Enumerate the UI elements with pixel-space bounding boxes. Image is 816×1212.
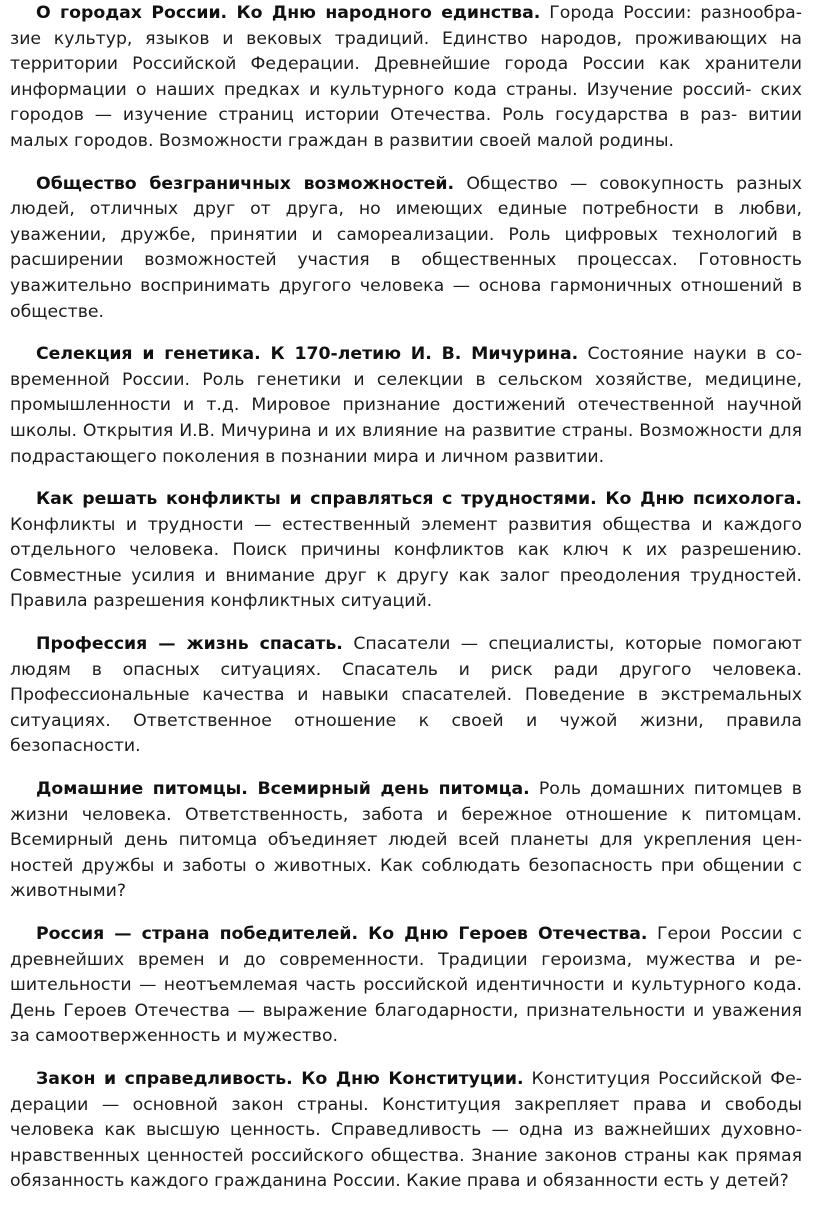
section-resolving-conflicts: [10, 487, 802, 615]
section-rescuer-profession: [10, 632, 802, 760]
section-title: Общество безграничных возможностей.: [36, 173, 455, 194]
section-country-of-winners: [10, 922, 802, 1050]
section-title: Профессия — жизнь спасать.: [36, 634, 343, 655]
section-text: Герои России с древнейших времен и до современности. Традиции героизма, мужества и решительности — неотъемлемая часть российской идентичности и культурного кода. День Героев Отечества — выражение благодарности, признательности и уважения за самоотверженность и мужество.: [10, 924, 802, 1047]
section-text: Конфликты и трудности — естественный элемент развития общества и каждого отдельного человека. Поиск причины конфликтов как ключ к их разрешению. Совместные усилия и внимание друг к другу как залог преодоления трудностей. Правила разрешения конфликтных ситуаций.: [10, 514, 802, 612]
section-text: Общество — совокупность разных людей, отличных друг от друга, но имеющих единые потребности в любви, уважении, дружбе, принятии и самореализации. Роль цифровых технологий в расширении возможностей участия в общественных процессах. Готовность уважительно воспринимать другого человека — основа гармоничных отношений в обществе.: [10, 173, 803, 322]
section-society-of-opportunities: [10, 172, 802, 326]
section-pets: [10, 777, 802, 905]
section-cities-of-russia: [10, 1, 802, 155]
section-law-and-justice: [10, 1067, 802, 1195]
section-title: Селекция и генетика. К 170-летию И. В. Мичурина.: [36, 344, 579, 365]
section-title: Как решать конфликты и справляться с трудностями. Ко Дню психолога.: [36, 489, 802, 510]
section-title: О городах России. Ко Дню народного единства.: [36, 3, 541, 23]
section-title: Закон и справедливость. Ко Дню Конституции.: [36, 1068, 524, 1089]
section-selection-and-genetics: [10, 342, 802, 470]
section-text: Роль домашних питомцев в жизни человека. Ответственность, забота и бережное отношение к питомцам. Всемирный день питомца объединяет людей всей планеты для укрепления ценностей дружбы и заботы о животных. Как соблюдать безопасность при общении с животными?: [10, 779, 802, 902]
section-title: Россия — страна победителей. Ко Дню Героев Отечества.: [36, 924, 648, 944]
section-text: Спасатели — специалисты, которые помогают людям в опасных ситуациях. Спасатель и риск ради другого человека. Профессиональные качества и навыки спасателей. Поведение в экстремальных ситуациях. Ответственное отношение к своей и чужой жизни, правила безопасности.: [10, 634, 802, 757]
section-title: Домашние питомцы. Всемирный день питомца.: [36, 779, 530, 800]
section-text: Конституция Российской Фе-дерации — основной закон страны. Конституция закрепляет права и свободы человека как высшую ценность. Справедливость — одна из важнейших духовно-нравственных ценностей российского общества. Знание законов страны как прямая обязанность каждого гражданина России. Какие права и обязанности есть у детей?: [10, 1068, 802, 1192]
document-page: [10, 0, 802, 1212]
section-text: Города России: разнообра- зие культур, языков и вековых традиций. Единство народов, проживающих на территории Российской Федерации. Древнейшие города России как хранители информации о наших предках и культурного кода страны. Изучение россий- ских городов — изучение страниц истории Отечества. Роль государства в раз- витии малых городов. Возможности граждан в развитии своей малой родины.: [10, 3, 802, 151]
section-text: Состояние науки в современной России. Роль генетики и селекции в сельском хозяйстве, медицине, промышленности и т.д. Мировое признание достижений отечественной научной школы. Открытия И.В. Мичурина и их влияние на развитие страны. Возможности для подрастающего поколения в познании мира и личном развитии.: [10, 344, 802, 467]
